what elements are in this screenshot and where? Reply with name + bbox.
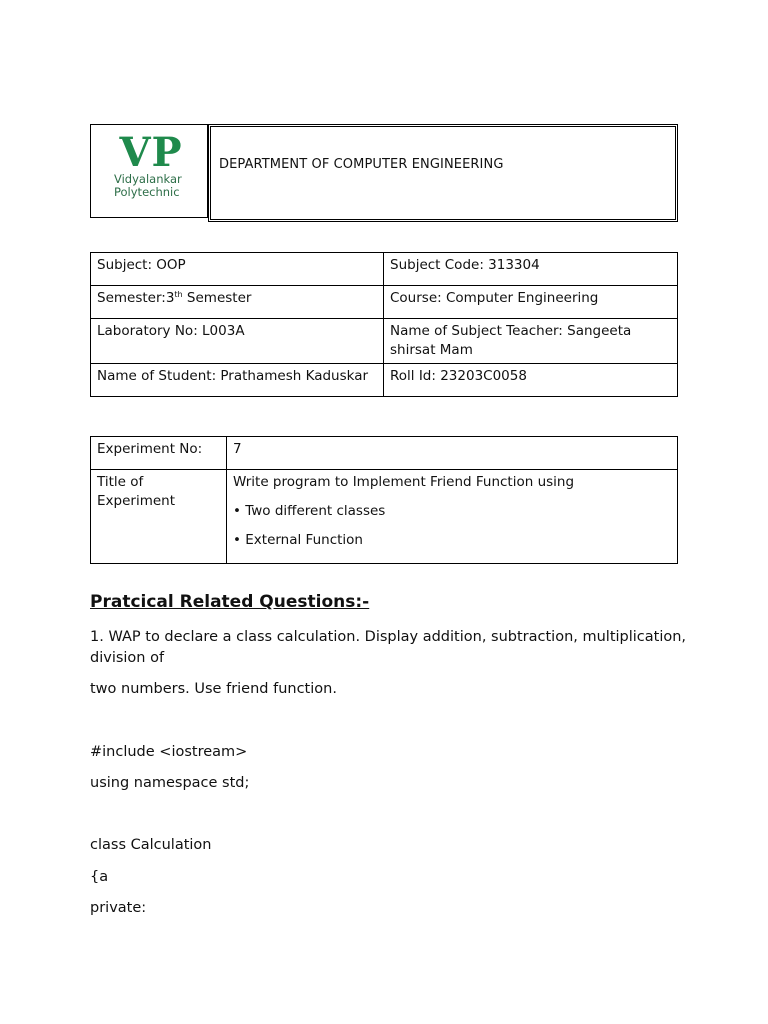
- department-cell: [208, 124, 678, 222]
- table-row: [91, 437, 678, 470]
- department-title: DEPARTMENT OF COMPUTER ENGINEERING: [219, 157, 504, 172]
- semester-sup: th: [174, 290, 183, 299]
- code-line: {a: [90, 869, 109, 885]
- table-row: [91, 364, 678, 397]
- title-line: Write program to Implement Friend Function using: [233, 474, 575, 490]
- student-name-cell: Name of Student: Prathamesh Kaduskar: [91, 364, 384, 397]
- semester-prefix: Semester:3: [97, 290, 175, 306]
- logo-text-line2: Polytechnic: [114, 185, 180, 199]
- table-row: [91, 470, 678, 564]
- table-row: [91, 286, 678, 319]
- student-info-table: [90, 252, 678, 397]
- section-heading: Pratcical Related Questions:-: [90, 592, 370, 612]
- table-row: [91, 253, 678, 286]
- code-line: private:: [90, 900, 147, 916]
- question-text: 1. WAP to declare a class calculation. Display addition, subtraction, multiplication, division of: [90, 629, 687, 666]
- semester-cell: [91, 286, 384, 319]
- semester-suffix: Semester: [182, 290, 252, 306]
- experiment-table: [90, 436, 678, 564]
- lab-no-cell: Laboratory No: L003A: [91, 319, 384, 364]
- experiment-no-label: Experiment No:: [91, 437, 227, 470]
- code-line: #include <iostream>: [90, 744, 248, 760]
- logo-text-line1: Vidyalankar: [114, 172, 182, 186]
- roll-id-cell: Roll Id: 23203C0058: [384, 364, 678, 397]
- code-line: using namespace std;: [90, 775, 250, 791]
- subject-cell: Subject: OOP: [91, 253, 384, 286]
- question-text-cont: two numbers. Use friend function.: [90, 681, 337, 697]
- experiment-title-value: [227, 470, 678, 564]
- experiment-no-value: 7: [227, 437, 678, 470]
- code-line: class Calculation: [90, 837, 212, 853]
- logo-cell: [90, 124, 208, 218]
- title-bullet-function: • External Function: [233, 532, 363, 548]
- logo-mark: VP: [119, 129, 183, 176]
- course-cell: Course: Computer Engineering: [384, 286, 678, 319]
- teacher-cell: Name of Subject Teacher: Sangeeta shirsat Mam: [384, 319, 678, 364]
- experiment-title-label: Title of Experiment: [91, 470, 227, 564]
- college-logo: [111, 129, 191, 199]
- subject-code-cell: Subject Code: 313304: [384, 253, 678, 286]
- title-bullet-classes: • Two different classes: [233, 503, 386, 519]
- table-row: [91, 319, 678, 364]
